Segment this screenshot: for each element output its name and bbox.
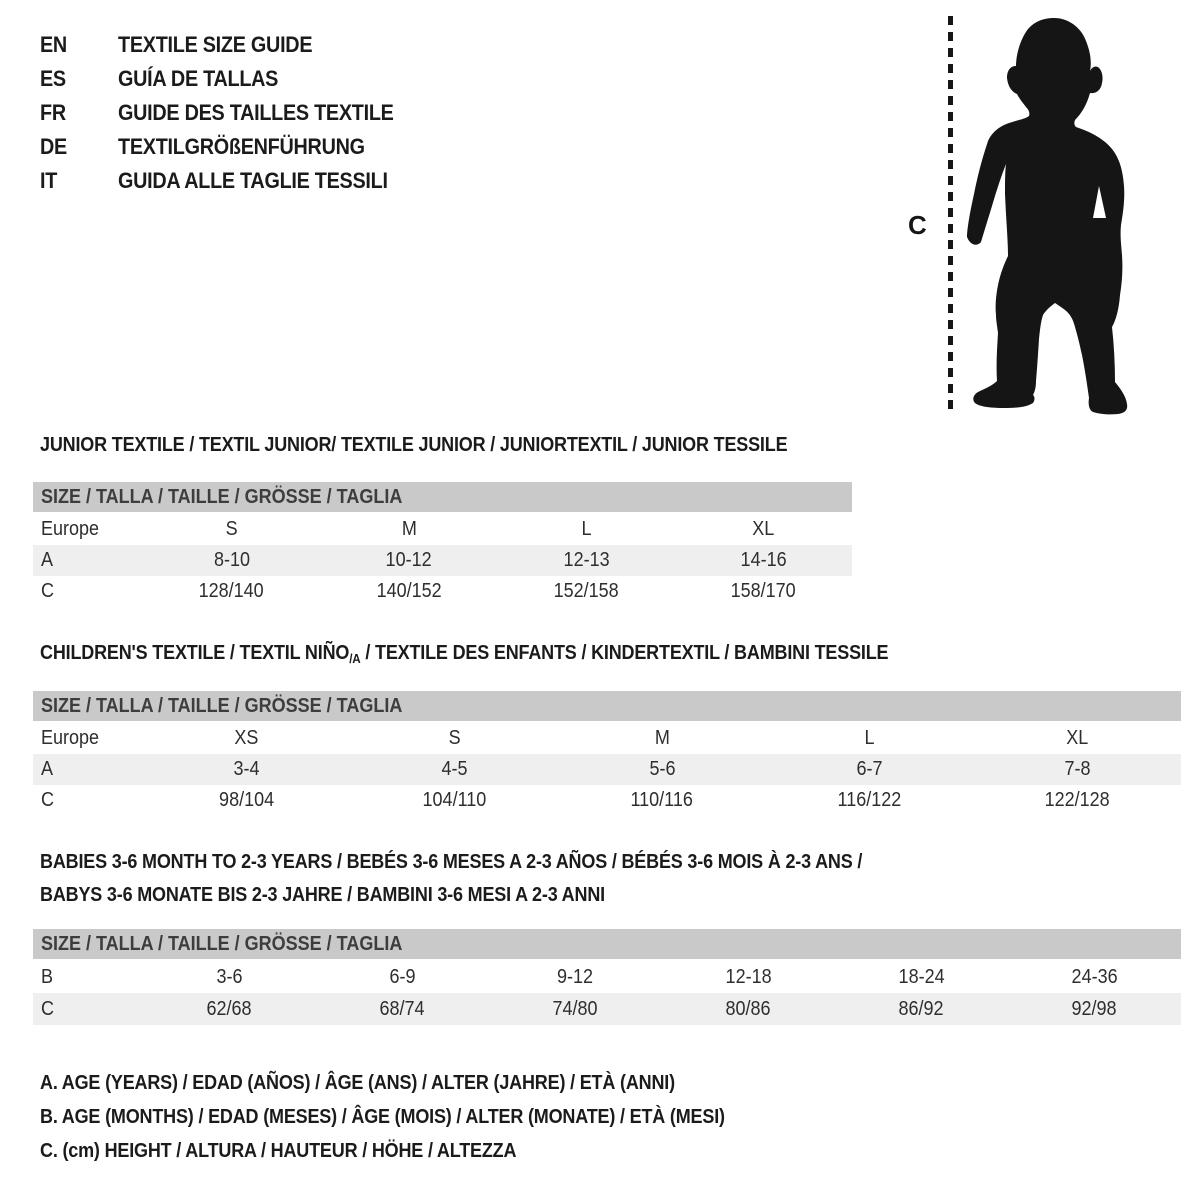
- value-cell: 140/152: [376, 580, 442, 602]
- value-cell: 18-24: [898, 965, 945, 988]
- value-cell: 158/170: [730, 580, 796, 602]
- section-title-children-text: CHILDREN'S TEXTILE / TEXTIL $NIÑO_{/A}$ / TEXTILE DES ENFANTS / KINDERTEXTIL / BAMBINI TESSILE: [40, 642, 889, 666]
- row-label-cell: Europe: [41, 727, 100, 749]
- size-table-header: [33, 929, 1181, 959]
- section-title-junior: [40, 434, 870, 457]
- size-table-header-text: SIZE / TALLA / TAILLE / GRÖSSE / TAGLIA: [41, 932, 403, 955]
- language-code: DE: [40, 134, 67, 159]
- size-table-header: [33, 482, 852, 512]
- value-cell: 4-5: [441, 758, 468, 780]
- legend-line-a: A. AGE (YEARS) / EDAD (AÑOS) / ÂGE (ANS) / ALTER (JAHRE) / ETÀ (ANNI): [40, 1071, 675, 1094]
- table-row: [33, 576, 852, 607]
- table-row: [33, 993, 1181, 1025]
- value-cell: 116/122: [837, 789, 902, 811]
- value-cell: M: [654, 727, 670, 749]
- language-code: EN: [40, 32, 67, 57]
- legend: [40, 1066, 801, 1168]
- size-table-rows-babies: [33, 961, 1181, 1025]
- value-cell: M: [401, 518, 417, 540]
- value-cell: 62/68: [206, 997, 253, 1020]
- value-cell: 152/158: [553, 580, 619, 602]
- value-cell: 122/128: [1044, 789, 1110, 811]
- table-row: [33, 514, 852, 545]
- row-label-cell: C: [41, 997, 55, 1020]
- row-label-cell: C: [41, 580, 55, 602]
- row-label-cell: A: [41, 758, 54, 780]
- value-cell: XS: [234, 727, 259, 749]
- value-cell: 12-18: [725, 965, 772, 988]
- language-title: GUÍA DE TALLAS: [118, 66, 279, 91]
- value-cell: 110/116: [630, 789, 694, 811]
- language-title: TEXTILE SIZE GUIDE: [118, 32, 313, 57]
- section-title-babies-line2: BABYS 3-6 MONATE BIS 2-3 JAHRE / BAMBINI 3-6 MESI A 2-3 ANNI: [40, 884, 605, 906]
- table-row: [33, 754, 1181, 785]
- value-cell: 10-12: [385, 549, 432, 571]
- height-measure-label: C: [908, 210, 927, 240]
- section-title-junior-text: JUNIOR TEXTILE / TEXTIL JUNIOR/ TEXTILE JUNIOR / JUNIORTEXTIL / JUNIOR TESSILE: [40, 434, 788, 456]
- value-cell: 92/98: [1071, 997, 1118, 1020]
- language-row: [40, 62, 424, 96]
- language-row: [40, 130, 424, 164]
- value-cell: 3-6: [216, 965, 243, 988]
- language-code: FR: [40, 100, 66, 125]
- value-cell: 68/74: [379, 997, 426, 1020]
- row-label-cell: C: [41, 789, 55, 811]
- value-cell: 128/140: [199, 580, 265, 602]
- value-cell: S: [448, 727, 461, 749]
- value-cell: 14-16: [740, 549, 787, 571]
- value-cell: 7-8: [1064, 758, 1091, 780]
- height-measure-dashed-line: [948, 16, 953, 413]
- value-cell: 104/110: [422, 789, 487, 811]
- value-cell: 9-12: [557, 965, 594, 988]
- table-row: [33, 785, 1181, 816]
- language-title: GUIDA ALLE TAGLIE TESSILI: [118, 168, 388, 193]
- size-table-children: [33, 691, 1181, 816]
- language-code: IT: [40, 168, 58, 193]
- table-row: [33, 545, 852, 576]
- value-cell: 6-7: [856, 758, 883, 780]
- value-cell: 24-36: [1071, 965, 1118, 988]
- table-row: [33, 723, 1181, 754]
- table-row: [33, 961, 1181, 993]
- nino-a-subscript: /A: [349, 651, 361, 666]
- language-row: [40, 96, 424, 130]
- value-cell: L: [864, 727, 875, 749]
- legend-line-b: B. AGE (MONTHS) / EDAD (MESES) / ÂGE (MOIS) / ALTER (MONATE) / ETÀ (MESI): [40, 1105, 725, 1128]
- value-cell: XL: [752, 518, 775, 540]
- size-table-header: [33, 691, 1181, 721]
- value-cell: 80/86: [725, 997, 772, 1020]
- row-label-cell: A: [41, 549, 54, 571]
- language-title: TEXTILGRÖßENFÜHRUNG: [118, 134, 365, 159]
- section-title-babies: [40, 846, 954, 912]
- value-cell: XL: [1066, 727, 1089, 749]
- value-cell: 5-6: [648, 758, 675, 780]
- size-table-rows-children: [33, 723, 1181, 816]
- value-cell: L: [581, 518, 592, 540]
- value-cell: 86/92: [898, 997, 945, 1020]
- language-title: GUIDE DES TAILLES TEXTILE: [118, 100, 394, 125]
- row-label-cell: Europe: [41, 518, 100, 540]
- size-table-header-text: SIZE / TALLA / TAILLE / GRÖSSE / TAGLIA: [41, 485, 403, 508]
- section-title-children: [40, 642, 983, 666]
- language-title-list: [40, 28, 424, 198]
- row-label-cell: B: [41, 965, 54, 988]
- language-code: ES: [40, 66, 66, 91]
- value-cell: 3-4: [233, 758, 260, 780]
- size-table-junior: [33, 482, 852, 607]
- section-title-babies-line1: BABIES 3-6 MONTH TO 2-3 YEARS / BEBÉS 3-6 MESES A 2-3 AÑOS / BÉBÉS 3-6 MOIS À 2-3 ANS /: [40, 851, 863, 873]
- toddler-silhouette: [962, 14, 1140, 416]
- size-table-header-text: SIZE / TALLA / TAILLE / GRÖSSE / TAGLIA: [41, 694, 403, 717]
- value-cell: 12-13: [563, 549, 610, 571]
- legend-line-c: C. (cm) HEIGHT / ALTURA / HAUTEUR / HÖHE / ALTEZZA: [40, 1139, 517, 1162]
- value-cell: 74/80: [552, 997, 599, 1020]
- value-cell: 6-9: [389, 965, 416, 988]
- language-row: [40, 164, 424, 198]
- value-cell: S: [225, 518, 238, 540]
- value-cell: 98/104: [219, 789, 275, 811]
- language-row: [40, 28, 424, 62]
- size-table-babies: [33, 929, 1181, 1025]
- value-cell: 8-10: [213, 549, 250, 571]
- size-table-rows-junior: [33, 514, 852, 607]
